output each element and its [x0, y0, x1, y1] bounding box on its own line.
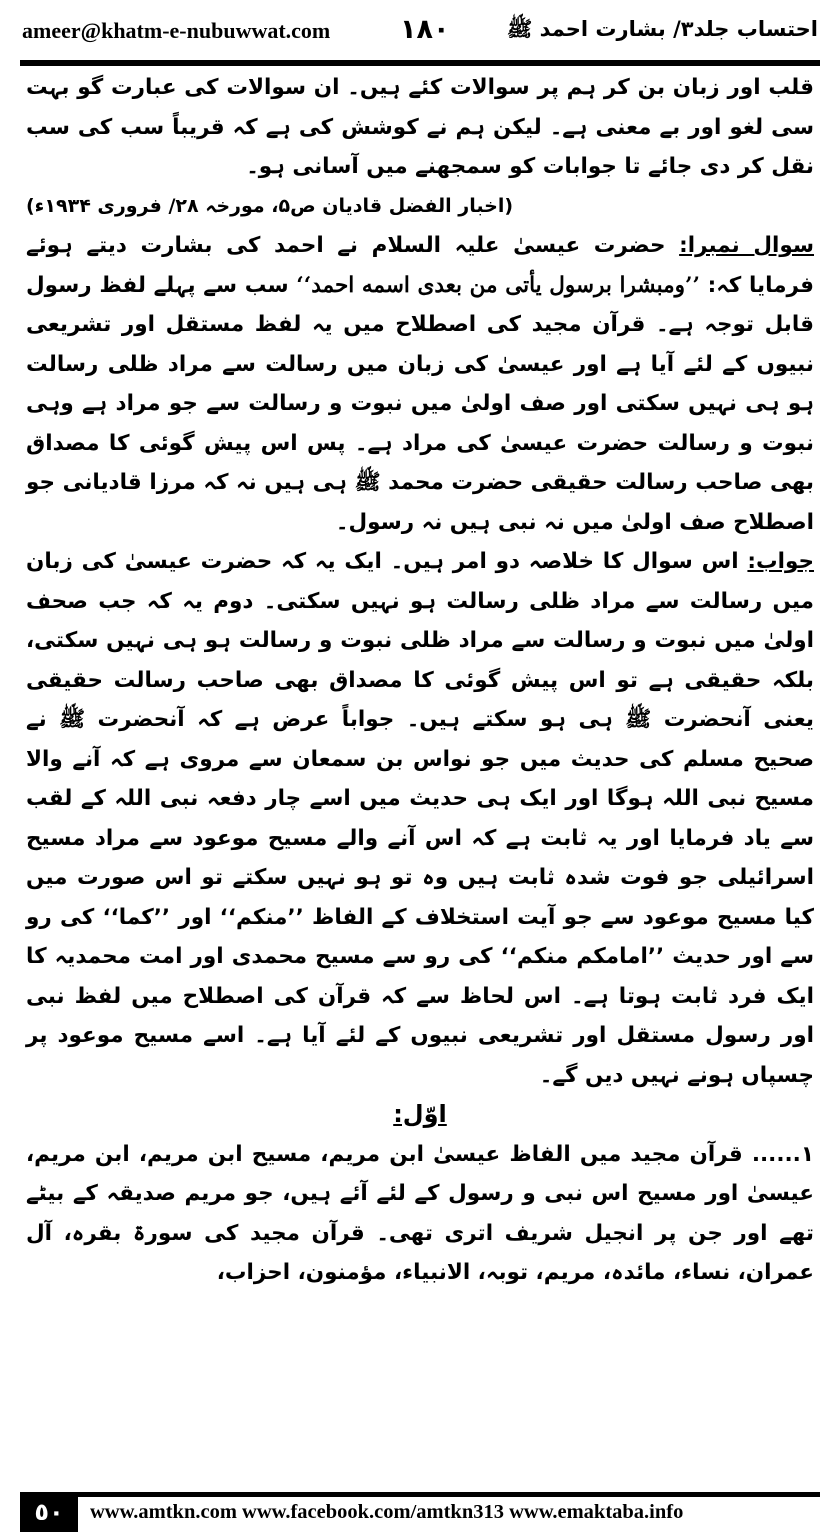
page-content: [26, 68, 814, 1293]
citation: (اخبار الفضل قادیان ص۵، مورخہ ۲۸/ فروری ۱۹۳۴ء): [26, 194, 514, 217]
list-item-1-text: قرآن مجید میں الفاظ عیسیٰ ابن مریم، مسیح ابن مریم، ابن مریم، عیسیٰ اور مسیح اس نبی و رسول کے لئے آئے ہیں، جو مریم صدیقہ کے بیٹے تھے اور جن پر انجیل شریف اتری تھی۔: [26, 1141, 814, 1246]
page-footer: [20, 1492, 820, 1532]
question-1-intro: حضرت عیسیٰ علیہ السلام نے احمد کی بشارت دیتے ہوئے فرمایا کہ:: [26, 233, 814, 298]
question-1-quote: ’’ومبشرا برسول یأتی من بعدی اسمه احمد‘‘: [296, 272, 700, 298]
question-1: [26, 226, 814, 542]
answer-1: [26, 542, 814, 1095]
paragraph-intro: [26, 68, 814, 226]
header-page-number: ١٨٠: [400, 14, 450, 45]
question-1-text: سب سے پہلے لفظ رسول قابل توجہ ہے۔ قرآن مجید کی اصطلاح میں یہ لفظ مستقل اور تشریعی نبیوں کے لئے آیا ہے اور عیسیٰ کی زبان میں رسالت سے مراد ظلی رسالت ہو ہی نہیں سکتی اور صف اولیٰ میں نبوت و رسالت سے جو مراد ہے وہی نبوت و رسالت حضرت عیسیٰ کی مراد ہے۔ پس اس پیش گوئی کا مصداق بھی صاحب رسالت حقیقی حضرت محمد ﷺ ہی ہیں نہ کہ مرزا قادیانی جو اصطلاح صف اولیٰ میں نہ نبی ہیں نہ رسول۔: [26, 272, 814, 535]
answer-1-text: اس سوال کا خلاصہ دو امر ہیں۔ ایک یہ کہ حضرت عیسیٰ کی زبان میں رسالت سے مراد ظلی رسالت ہو نہیں سکتی۔ دوم یہ کہ جب صحف اولیٰ میں نبوت و رسالت سے مراد ظلی نبوت و رسالت ہو ہی نہیں سکتی، بلکہ حقیقی ہے تو اس پیش گوئی کا مصداق بھی صاحب رسالت حقیقی یعنی آنحضرت ﷺ ہی ہو سکتے ہیں۔ جواباً عرض ہے کہ آنحضرت ﷺ نے صحیح مسلم کی حدیث میں جو نواس بن سمعان سے مروی ہے کہ آنے والا مسیح نبی اللہ ہوگا اور ایک ہی حدیث میں اسے چار دفعہ نبی اللہ کے لقب سے یاد فرمایا اور یہ ثابت ہے کہ اس آنے والے مسیح موعود سے مراد مسیح اسرائیلی جو فوت شدہ ثابت ہیں وہ تو ہو نہیں سکتے تو اس صورت میں کیا مسیح موعود سے جو آیت استخلاف کے الفاظ ’’منکم‘‘ اور ’’کما‘‘ کی رو سے اور حدیث ’’امامکم منکم‘‘ کی رو سے مسیح محمدی اور امت محمدیہ کا ایک فرد ثابت ہوتا ہے۔ اس لحاظ سے کہ قرآن کی اصطلاح میں لفظ نبی اور رسول مستقل اور تشریعی نبیوں کے لئے آیا ہے۔ اسے مسیح موعود پر چسپاں ہونے نہیں دیں گے۔: [26, 549, 814, 1088]
header-email[interactable]: ameer@khatm-e-nubuwwat.com: [22, 18, 331, 43]
paragraph-intro-text: قلب اور زبان بن کر ہم پر سوالات کئے ہیں۔ ان سوالات کی عبارت گو بہت سی لغو اور بے معنی ہے۔ لیکن ہم نے کوشش کی ہے کہ قریباً سب کی سب نقل کر دی جائے تا جوابات کو سمجھنے میں آسانی ہو۔: [26, 75, 814, 179]
list-item-1-continuation: قرآن مجید کی سورۃ بقرہ، آل عمران، نساء، مائدہ، مریم، توبہ، الانبیاء، مؤمنون، احزاب،: [26, 1220, 814, 1285]
section-subheading: اوّل:: [393, 1100, 447, 1128]
header-book-title: احتساب جلد٣/ بشارت احمد ﷺ: [506, 17, 818, 41]
page-header: [20, 14, 820, 58]
footer-page-number: ٥٠: [20, 1492, 78, 1532]
question-1-heading: سوال نمبرا:: [679, 233, 814, 258]
answer-1-heading: جواب:: [747, 549, 814, 574]
list-item-1: [26, 1135, 814, 1293]
header-divider: [20, 60, 820, 66]
footer-divider: [20, 1492, 820, 1497]
footer-links[interactable]: www.amtkn.com www.facebook.com/amtkn313 www.emaktaba.info: [90, 1501, 684, 1523]
list-item-1-number: ١......: [751, 1141, 814, 1167]
